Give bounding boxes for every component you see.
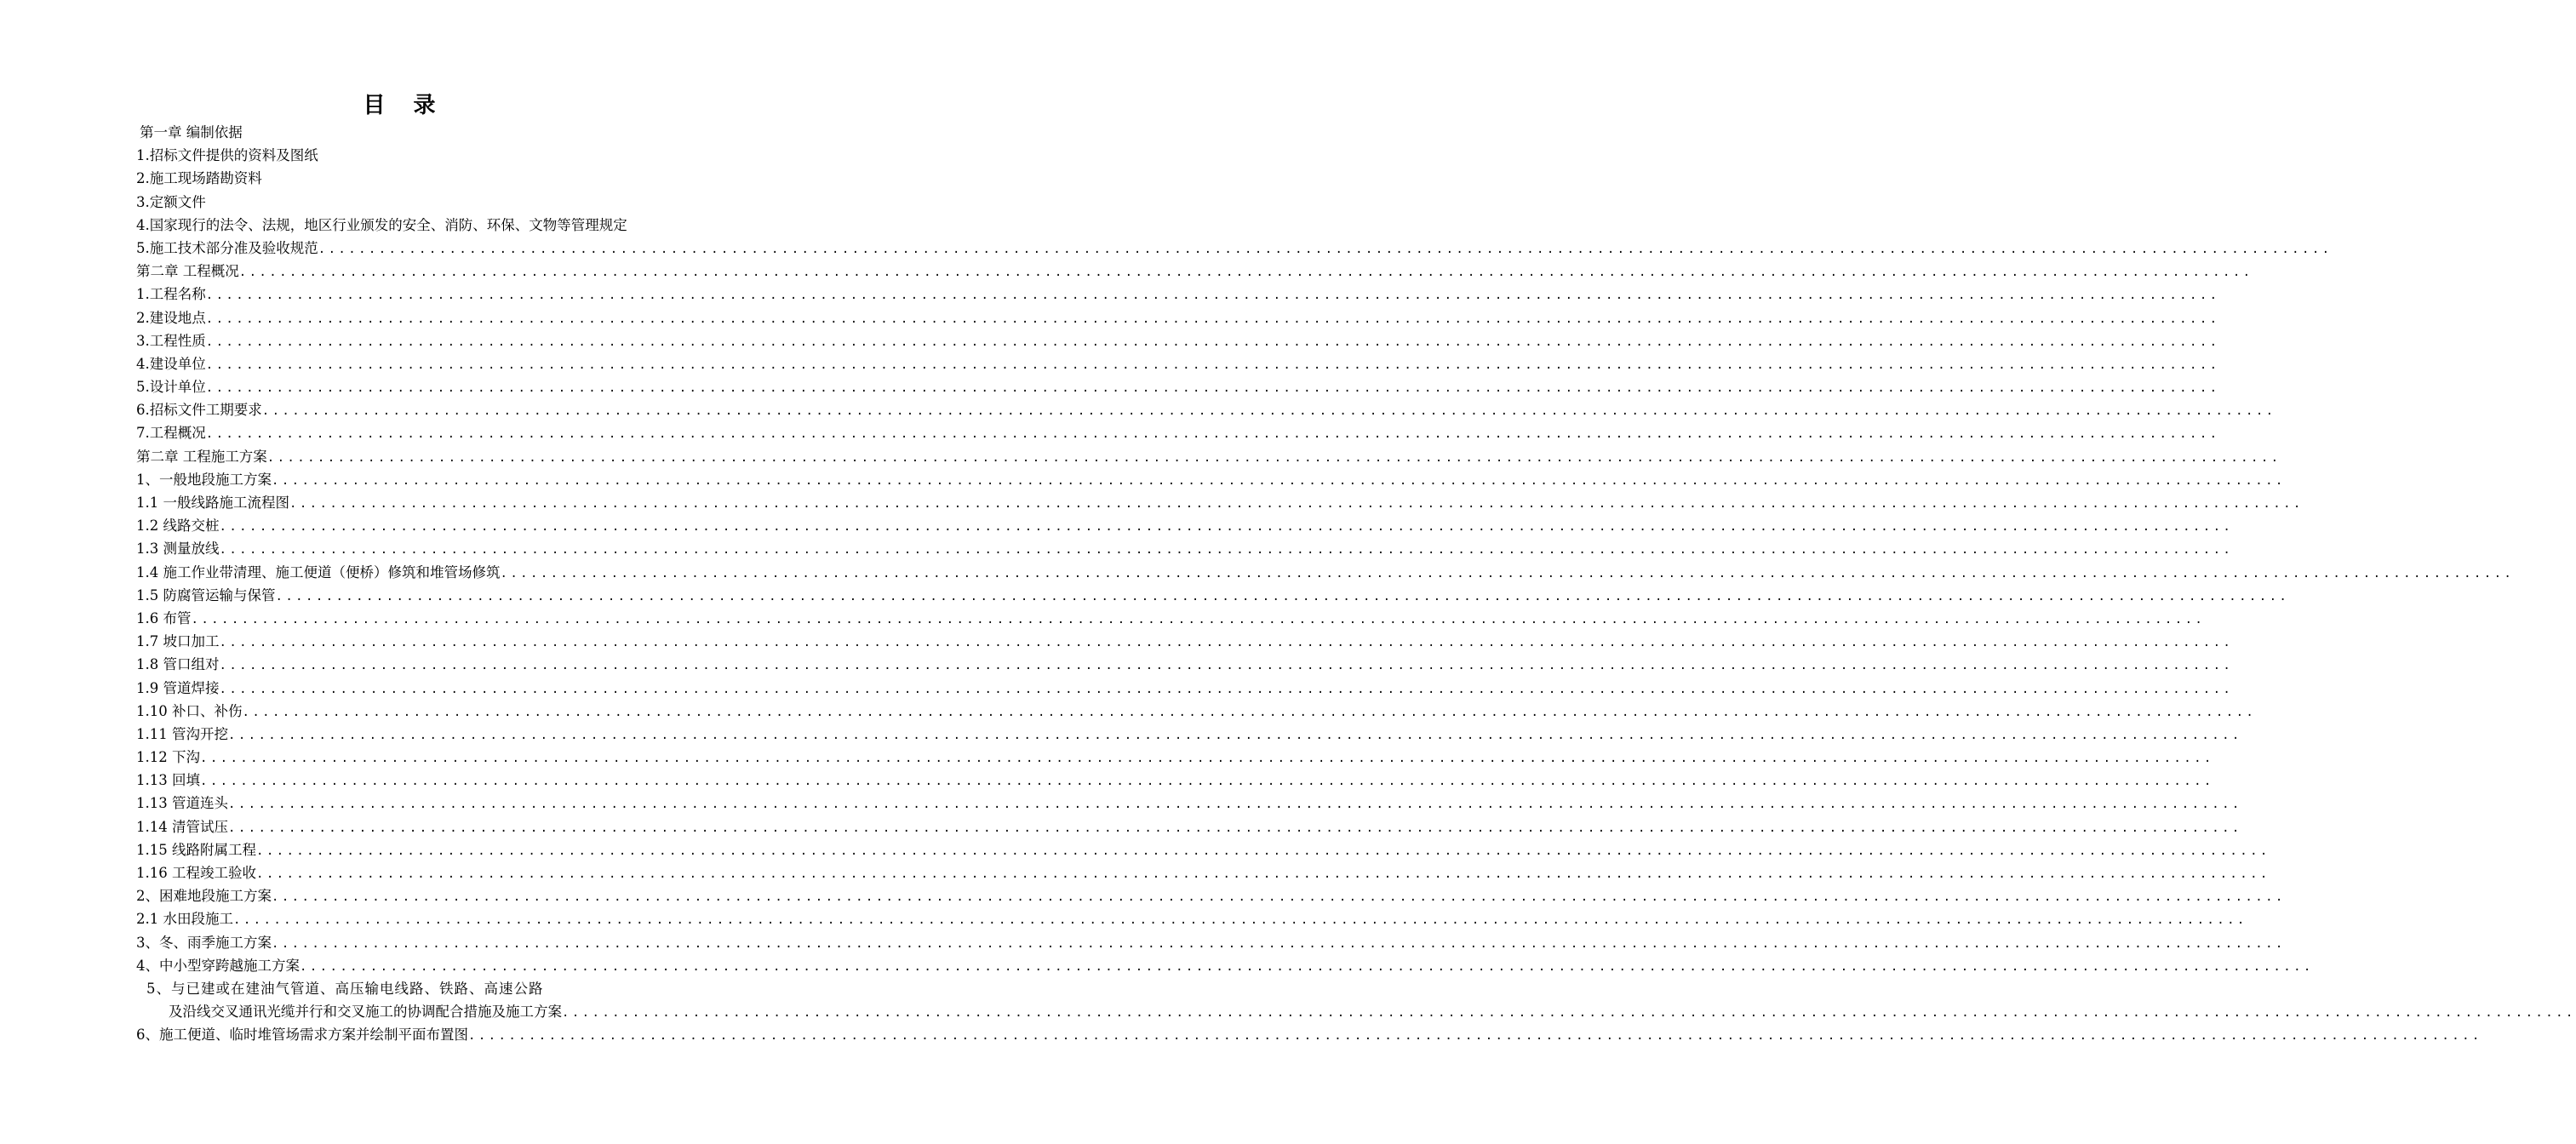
toc-entry <box>136 907 2247 930</box>
toc-entry <box>136 1023 2482 1046</box>
toc-entry-text: 4.建设单位 <box>136 355 206 372</box>
toc-entry-text: 1.招标文件提供的资料及图纸 <box>136 147 318 164</box>
toc-entry <box>136 306 2220 329</box>
toc-entry-text: 第二章 工程概况 <box>136 263 239 280</box>
toc-leader-dots: ........................................................................................................................................................................................................ <box>300 959 2314 974</box>
toc-leader-dots: ........................................................................................................................................................................................................ <box>227 798 2242 812</box>
toc-leader-dots: ........................................................................................................................................................................................................ <box>562 1006 2576 1021</box>
toc-leader-dots: ........................................................................................................................................................................................................ <box>238 266 2253 280</box>
toc-entry-text: 1.2 线路交桩 <box>136 518 220 535</box>
toc-leader-dots: ........................................................................................................................................................................................................ <box>227 728 2242 742</box>
toc-leader-dots: ........................................................................................................................................................................................................ <box>219 659 2234 673</box>
toc-entry-text: 1、一般地段施工方案 <box>136 471 272 488</box>
toc-entry-text: 1.15 线路附属工程 <box>136 841 256 858</box>
toc-leader-dots: ........................................................................................................................................................................................................ <box>275 589 2290 603</box>
toc-leader-dots: ........................................................................................................................................................................................................ <box>219 520 2234 535</box>
toc-entry-text: 1.9 管道焊接 <box>136 679 220 696</box>
toc-leader-dots: ........................................................................................................................................................................................................ <box>191 612 2206 626</box>
toc-entry <box>136 884 2286 907</box>
toc-leader-dots: ........................................................................................................................................................................................................ <box>289 497 2304 511</box>
toc-entry <box>136 237 2333 260</box>
toc-leader-dots: ........................................................................................................................................................................................................ <box>205 312 2220 326</box>
toc-entry <box>136 746 2214 769</box>
toc-entry <box>136 491 2304 514</box>
toc-entry <box>136 537 2234 560</box>
toc-leader-dots: ........................................................................................................................................................................................................ <box>468 1029 2482 1044</box>
toc-entry-text: 及沿线交叉通讯光缆并行和交叉施工的协调配合措施及施工方案 <box>169 1004 562 1021</box>
toc-entry <box>136 700 2257 723</box>
toc-entry-text: 7.工程概况 <box>136 425 206 442</box>
toc-entry-text: 1.7 坡口加工 <box>136 633 220 650</box>
toc-entry-text: 1.8 管口组对 <box>136 656 220 673</box>
toc-entry <box>136 214 702 237</box>
toc-entry <box>136 144 702 167</box>
toc-entry <box>136 375 2220 398</box>
toc-entry <box>136 468 2286 491</box>
toc-entry-text: 1.13 回填 <box>136 772 200 789</box>
toc-leader-dots: ........................................................................................................................................................................................................ <box>255 867 2270 881</box>
toc-entry <box>136 954 2314 977</box>
toc-entry <box>136 861 2270 884</box>
toc-leader-dots: ........................................................................................................................................................................................................ <box>272 473 2286 488</box>
toc-entry-text: 1.5 防腐管运输与保管 <box>136 586 276 603</box>
toc-entry-text: 1.13 管道连头 <box>136 795 228 812</box>
toc-entry <box>136 283 2220 306</box>
toc-entry-text: 1.14 清管试压 <box>136 818 228 835</box>
toc-leader-dots: ........................................................................................................................................................................................................ <box>219 636 2234 650</box>
toc-entry-text: 5.设计单位 <box>136 379 206 396</box>
toc-leader-dots: ........................................................................................................................................................................................................ <box>219 682 2234 696</box>
toc-entry <box>136 121 702 144</box>
toc-entry <box>136 191 702 214</box>
toc-entry <box>136 584 2290 607</box>
toc-leader-dots: ........................................................................................................................................................................................................ <box>199 775 2214 789</box>
toc-entry-text: 4.国家现行的法令、法规，地区行业颁发的安全、消防、环保、文物等管理规定 <box>136 216 627 233</box>
toc-entry-text: 6、施工便道、临时堆管场需求方案并绘制平面布置图 <box>136 1027 468 1044</box>
toc-entry-text: 1.10 补口、补伤 <box>136 702 243 719</box>
toc-entry <box>136 1000 2576 1023</box>
toc-entry <box>136 838 2270 861</box>
toc-entry-text: 3、冬、雨季施工方案 <box>136 934 272 951</box>
toc-entry <box>136 561 2515 584</box>
toc-entry-text: 2.施工现场踏勘资料 <box>136 170 262 187</box>
toc-entry-text: 3.定额文件 <box>136 193 206 210</box>
toc-leader-dots: ........................................................................................................................................................................................................ <box>227 821 2242 835</box>
toc-entry-text: 3.工程性质 <box>136 332 206 349</box>
toc-entry <box>136 677 2234 700</box>
toc-entry-text: 1.11 管沟开挖 <box>136 725 228 742</box>
toc-entry <box>136 421 2220 444</box>
toc-entry <box>136 445 2281 468</box>
toc-entry <box>136 514 2234 537</box>
toc-leader-dots: ........................................................................................................................................................................................................ <box>205 358 2220 372</box>
toc-entry-text: 1.6 布管 <box>136 609 192 626</box>
toc-leader-dots: ........................................................................................................................................................................................................ <box>205 427 2220 442</box>
toc-entry <box>136 352 2220 375</box>
toc-leader-dots: ........................................................................................................................................................................................................ <box>318 242 2333 256</box>
toc-entry-text: 1.16 工程竣工验收 <box>136 865 256 881</box>
toc-entry-text: 5、与已建或在建油气管道、高压输电线路、铁路、高速公路 <box>146 980 544 997</box>
toc-entry-text: 2、困难地段施工方案 <box>136 888 272 905</box>
toc-entry-text: 1.1 一般线路施工流程图 <box>136 495 289 511</box>
toc-entry <box>136 398 2276 421</box>
toc-entry-text: 1.工程名称 <box>136 286 206 303</box>
toc-leader-dots: ........................................................................................................................................................................................................ <box>199 752 2214 766</box>
toc-leader-dots: ........................................................................................................................................................................................................ <box>261 404 2276 419</box>
toc-entry <box>136 260 2253 283</box>
toc-entry <box>136 329 2220 352</box>
toc-leader-dots: ........................................................................................................................................................................................................ <box>266 450 2281 465</box>
toc-entry-text: 4、中小型穿跨越施工方案 <box>136 957 300 974</box>
toc-leader-dots: ........................................................................................................................................................................................................ <box>255 844 2270 858</box>
toc-entry-text: 2.建设地点 <box>136 309 206 326</box>
toc-leader-dots: ........................................................................................................................................................................................................ <box>500 566 2515 581</box>
toc-entry <box>136 653 2234 676</box>
toc-entry-text: 6.招标文件工期要求 <box>136 402 262 419</box>
toc-leader-dots: ........................................................................................................................................................................................................ <box>272 890 2286 905</box>
toc-entry-text: 1.12 下沟 <box>136 749 200 766</box>
toc-entry <box>136 792 2242 815</box>
table-of-contents <box>136 121 2576 1047</box>
toc-entry-text: 1.3 测量放线 <box>136 541 220 558</box>
toc-entry-text: 2.1 水田段施工 <box>136 911 233 928</box>
toc-entry-text: 第二章 工程施工方案 <box>136 448 267 465</box>
toc-entry <box>136 815 2242 838</box>
toc-entry <box>136 769 2214 792</box>
toc-leader-dots: ........................................................................................................................................................................................................ <box>242 705 2257 719</box>
toc-entry <box>136 977 702 1000</box>
toc-leader-dots: ........................................................................................................................................................................................................ <box>233 913 2247 928</box>
toc-entry <box>136 607 2206 630</box>
toc-entry <box>136 931 2286 954</box>
toc-entry-text: 1.4 施工作业带清理、施工便道（便桥）修筑和堆管场修筑 <box>136 563 501 581</box>
toc-entry-text: 5.施工技术部分准及验收规范 <box>136 239 318 256</box>
toc-leader-dots: ........................................................................................................................................................................................................ <box>205 335 2220 349</box>
page-title: 目 录 <box>363 93 446 118</box>
toc-leader-dots: ........................................................................................................................................................................................................ <box>205 289 2220 303</box>
toc-leader-dots: ........................................................................................................................................................................................................ <box>205 381 2220 396</box>
toc-entry-text: 第一章 编制依据 <box>140 124 243 140</box>
toc-leader-dots: ........................................................................................................................................................................................................ <box>219 543 2234 558</box>
toc-entry <box>136 723 2242 746</box>
toc-entry <box>136 167 702 190</box>
toc-leader-dots: ........................................................................................................................................................................................................ <box>272 936 2286 951</box>
toc-entry <box>136 630 2234 653</box>
